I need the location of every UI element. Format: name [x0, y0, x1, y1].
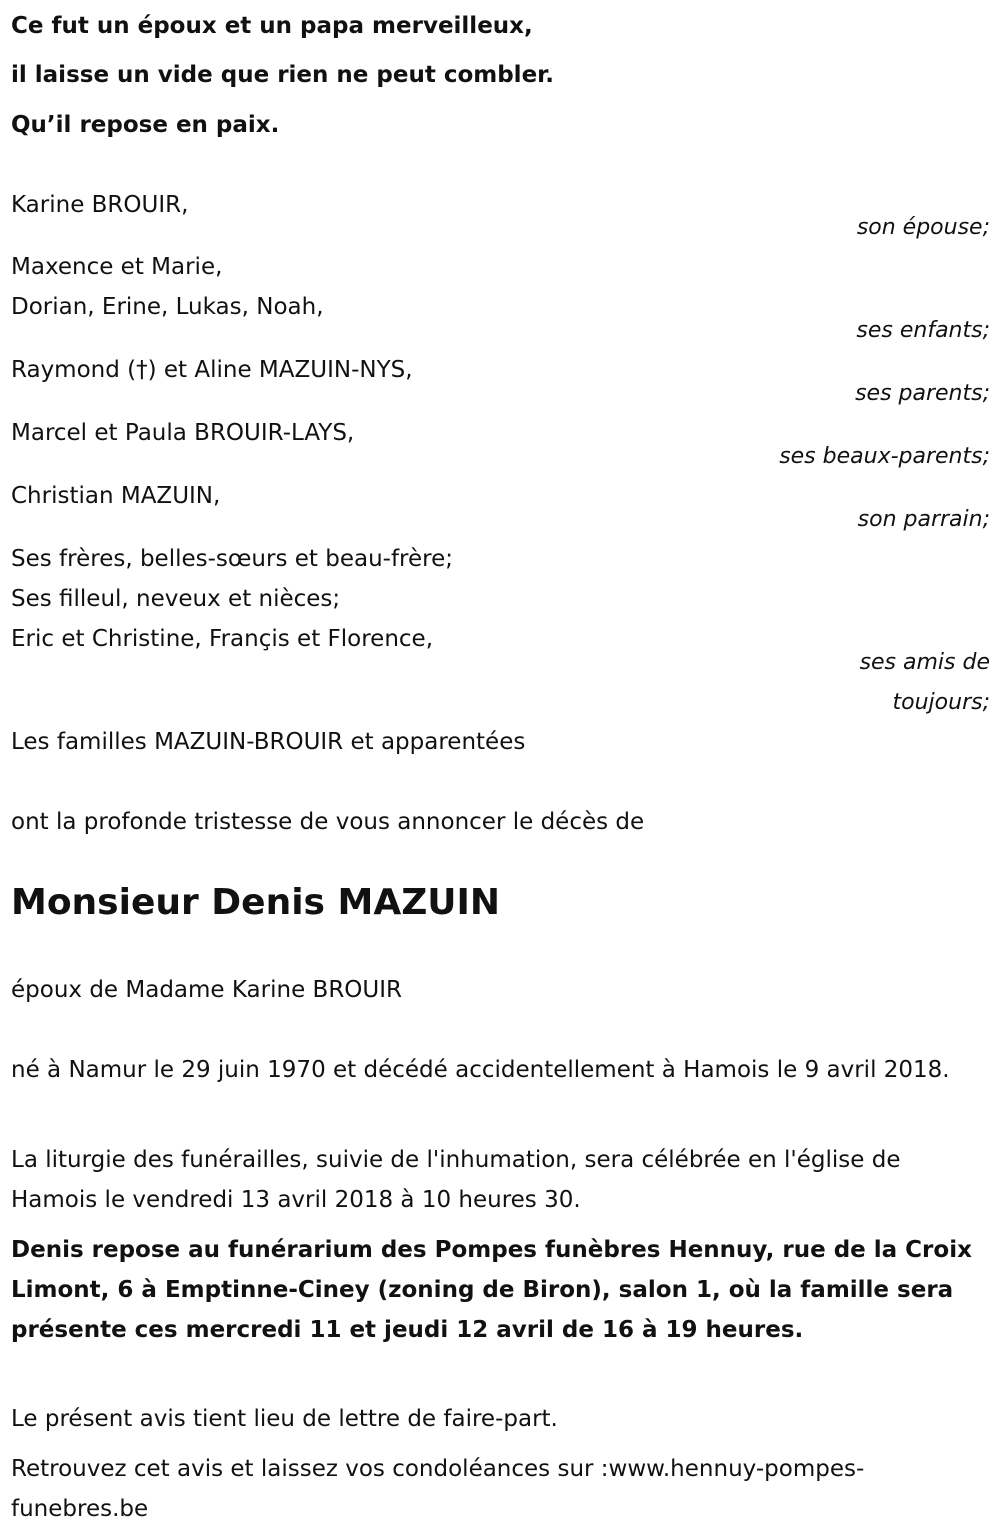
family-siblings: Ses frères, belles-sœurs et beau-frère; — [11, 546, 453, 572]
family-spouse: Karine BROUIR, — [11, 192, 189, 218]
birth-death-info: né à Namur le 29 juin 1970 et décédé accidentellement à Hamois le 9 avril 2018. — [11, 1057, 950, 1083]
family-friends-relation-1: ses amis de — [859, 650, 990, 675]
family-friends-relation-2: toujours; — [892, 690, 990, 715]
family-spouse-relation: son épouse; — [856, 215, 990, 240]
family-godfather-relation: son parrain; — [857, 507, 990, 532]
family-children-2: Dorian, Erine, Lukas, Noah, — [11, 294, 324, 320]
family-in-laws: Marcel et Paula BROUIR-LAYS, — [11, 420, 355, 446]
intro-line-1: Ce fut un époux et un papa merveilleux, — [11, 13, 533, 39]
intro-line-2: il laisse un vide que rien ne peut combler. — [11, 62, 554, 88]
family-parents-relation: ses parents; — [855, 381, 990, 406]
family-in-laws-relation: ses beaux-parents; — [779, 444, 990, 469]
family-godfather: Christian MAZUIN, — [11, 483, 221, 509]
family-children-relation: ses enfants; — [856, 318, 990, 343]
family-parents: Raymond (†) et Aline MAZUIN-NYS, — [11, 357, 413, 383]
spouse-of: époux de Madame Karine BROUIR — [11, 977, 402, 1003]
family-children-1: Maxence et Marie, — [11, 254, 223, 280]
deceased-name: Monsieur Denis MAZUIN — [11, 882, 501, 923]
funerarium-info: Denis repose au funérarium des Pompes funèbres Hennuy, rue de la Croix Limont, 6 à Emptinne-Ciney (zoning de Biron), salon 1, où la famille sera présente ces mercredi 11 et jeudi 12 avril de 16 à 19 heures. — [11, 1237, 972, 1343]
condolences-text: Retrouvez cet avis et laissez vos condoléances sur :www.hennuy-pompes-funebres.be — [11, 1456, 865, 1522]
intro-line-3: Qu’il repose en paix. — [11, 112, 280, 138]
notice-text: Le présent avis tient lieu de lettre de faire-part. — [11, 1406, 558, 1432]
family-friends: Eric et Christine, Françis et Florence, — [11, 626, 434, 652]
liturgy-info: La liturgie des funérailles, suivie de l'inhumation, sera célébrée en l'église de Hamois le vendredi 13 avril 2018 à 10 heures 30. — [11, 1147, 901, 1213]
family-nephews: Ses filleul, neveux et nièces; — [11, 586, 341, 612]
announce-text: ont la profonde tristesse de vous annoncer le décès de — [11, 809, 645, 835]
family-families: Les familles MAZUIN-BROUIR et apparentées — [11, 729, 526, 755]
